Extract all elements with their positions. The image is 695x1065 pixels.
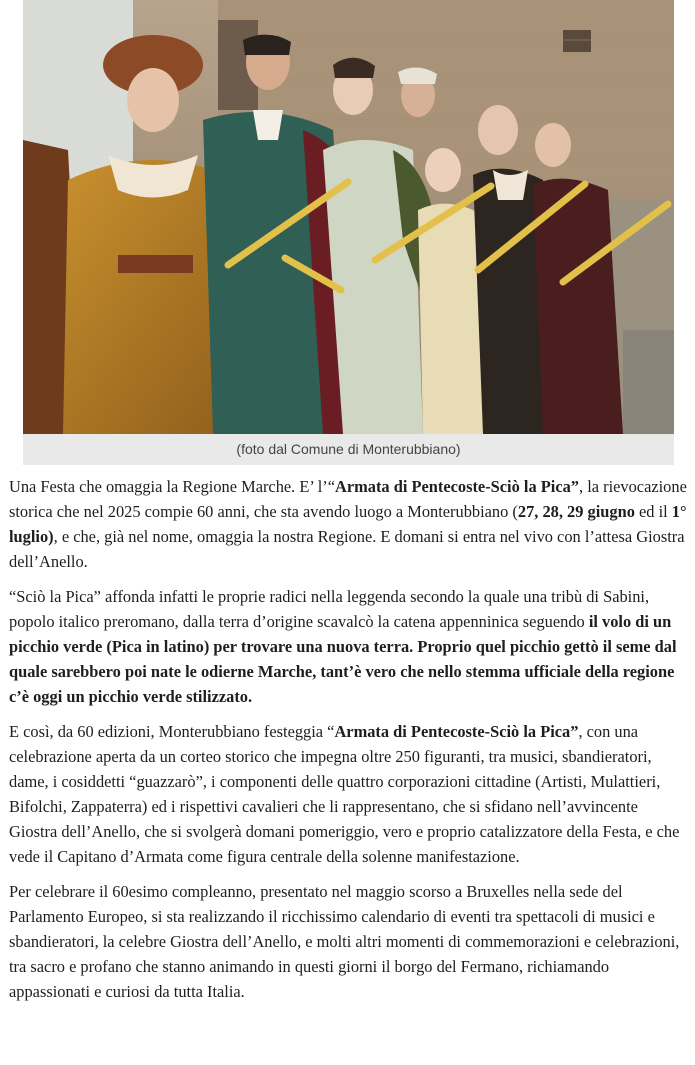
paragraph-1 — [9, 474, 690, 574]
text-run: , e che, già nel nome, omaggia la nostra Regione. E domani si entra nel vivo con l’attesa Giostra dell’Anello. — [9, 527, 685, 571]
paragraph-4: Per celebrare il 60esimo compleanno, presentato nel maggio scorso a Bruxelles nella sede del Parlamento Europeo, si sta realizzando il ricchissimo calendario di eventi tra spettacoli di musici e sbandieratori, la celebre Giostra dell’Anello, e molti altri momenti di commemorazioni e celebrazioni, tra sacro e profano che stanno animando in questi giorni il borgo del Fermano, richiamando appassionati e curiosi da tutta Italia. — [9, 882, 680, 1001]
text-run: Una Festa che omaggia la Regione Marche. E’ l’“ — [9, 477, 336, 496]
article-body — [9, 474, 690, 1014]
paragraph-2 — [9, 584, 690, 709]
paragraph-3 — [9, 719, 690, 869]
bold-text: Armata di Pentecoste-Sciò la Pica” — [335, 477, 579, 496]
bold-text: il volo di un picchio verde (Pica in latino) per trovare una nuova terra. Proprio quel picchio gettò il seme dal quale sarebbero poi nate le odierne Marche, tant’è vero che nello stemma ufficiale della regione c’è oggi un picchio verde stilizzato. — [9, 612, 677, 706]
text-run: E così, da 60 edizioni, Monterubbiano festeggia “ — [9, 722, 335, 741]
text-run: , con una celebrazione aperta da un corteo storico che impegna oltre 250 figuranti, tra musici, sbandieratori, dame, i cosiddetti “guazzarò”, i componenti delle quattro corporazioni cittadine (Artisti, Mulattieri, Bifolchi, Zappaterra) ed i rispettivi cavalieri che li rappresentano, che si sfidano nell’avvincente Giostra dell’Anello, che si svolgerà domani pomeriggio, vero e proprio catalizzatore della Festa, e che vede il Capitano d’Armata come figura centrale della solenne manifestazione. — [9, 722, 680, 866]
photo-caption: (foto dal Comune di Monterubbiano) — [236, 441, 461, 457]
article-figure — [23, 0, 674, 465]
text-run: , la rievocazione storica che nel 2025 compie 60 anni, che sta avendo luogo a Monterubbiano ( — [9, 477, 687, 521]
parade-photo — [23, 0, 674, 434]
bold-text: 1° luglio) — [9, 502, 687, 546]
text-run: “Sciò la Pica” affonda infatti le proprie radici nella leggenda secondo la quale una tribù di Sabini, popolo italico preromano, dalla terra d’origine scavalcò la catena appenninica seguendo — [9, 587, 650, 631]
text-run: ed il — [634, 502, 672, 521]
bold-text: 27, 28, 29 giugno — [517, 502, 635, 521]
bold-text: Armata di Pentecoste-Sciò la Pica” — [334, 722, 579, 741]
